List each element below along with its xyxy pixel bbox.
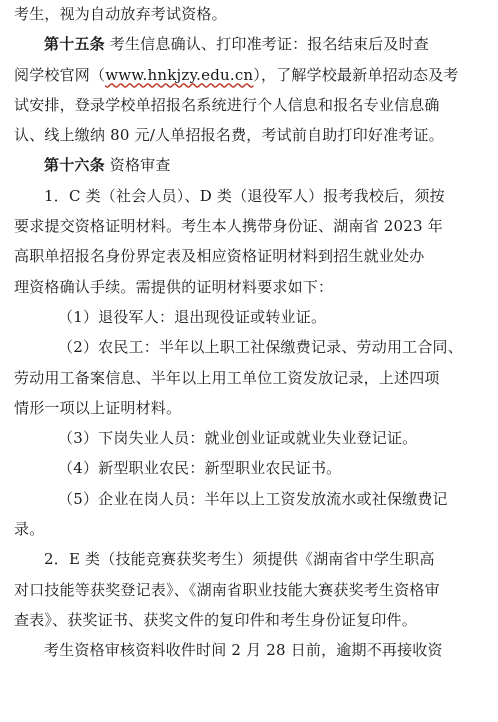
list-item: （5）企业在岗人员：半年以上工资发放流水或社保缴费记 [58, 489, 448, 508]
text-line: 要求提交资格证明材料。考生本人携带身份证、湖南省 2023 年 [14, 217, 443, 236]
text-line: 情形一项以上证明材料。 [14, 398, 182, 417]
article-16-title: 第十六条 [44, 156, 105, 175]
text-line: 录。 [14, 520, 45, 539]
text-line: 高职单招报名身份界定表及相应资格证明材料到招生就业处办 [14, 247, 425, 266]
article-15-text: 考生信息确认、打印准考证：报名结束后及时查 [109, 35, 429, 54]
list-item: （1）退役军人：退出现役证或转业证。 [58, 307, 327, 326]
text-line: 理资格确认手续。需提供的证明材料要求如下： [14, 277, 334, 296]
text-line: 1．C 类（社会人员）、D 类（退役军人）报考我校后，须按 [44, 186, 445, 205]
article-15-line-2 [14, 60, 490, 90]
text-line: 2．E 类（技能竞赛获奖考生）须提供《湖南省中学生职高 [44, 550, 435, 569]
article-16-subtitle: 资格审查 [109, 156, 171, 175]
text-line: 考生，视为自动放弃考试资格。 [14, 5, 227, 23]
text-line: 试安排，登录学校单招报名系统进行个人信息和报名专业信息确 [14, 95, 440, 114]
list-item: （4）新型职业农民：新型职业农民证书。 [58, 459, 342, 478]
list-item: （2）农民工：半年以上职工社保缴费记录、劳动用工合同、 [58, 338, 463, 357]
article-15-line-1 [14, 29, 490, 59]
text-segment: ），了解学校最新单招动态及考 [253, 65, 459, 84]
text-segment: 阅学校官网（ [14, 65, 106, 84]
list-item: （3）下岗失业人员：就业创业证或就业失业登记证。 [58, 429, 418, 448]
article-16-heading [14, 150, 490, 180]
text-line: 认、线上缴纳 80 元/人单招报名费，考试前自助打印好准考证。 [14, 126, 444, 145]
text-line: 对口技能等获奖登记表》、《湖南省职业技能大赛获奖考生资格审 [14, 580, 440, 599]
text-line: 查表》、获奖证书、获奖文件的复印件和考生身份证复印件。 [14, 610, 417, 629]
school-website-url: www.hnkjzy.edu.cn [105, 65, 254, 84]
text-line: 劳动用工备案信息、半年以上用工单位工资发放记录，上述四项 [14, 368, 440, 387]
article-15-title: 第十五条 [44, 35, 105, 54]
text-line: 考生资格审核资料收件时间 2 月 28 日前，逾期不再接收资 [44, 641, 443, 660]
